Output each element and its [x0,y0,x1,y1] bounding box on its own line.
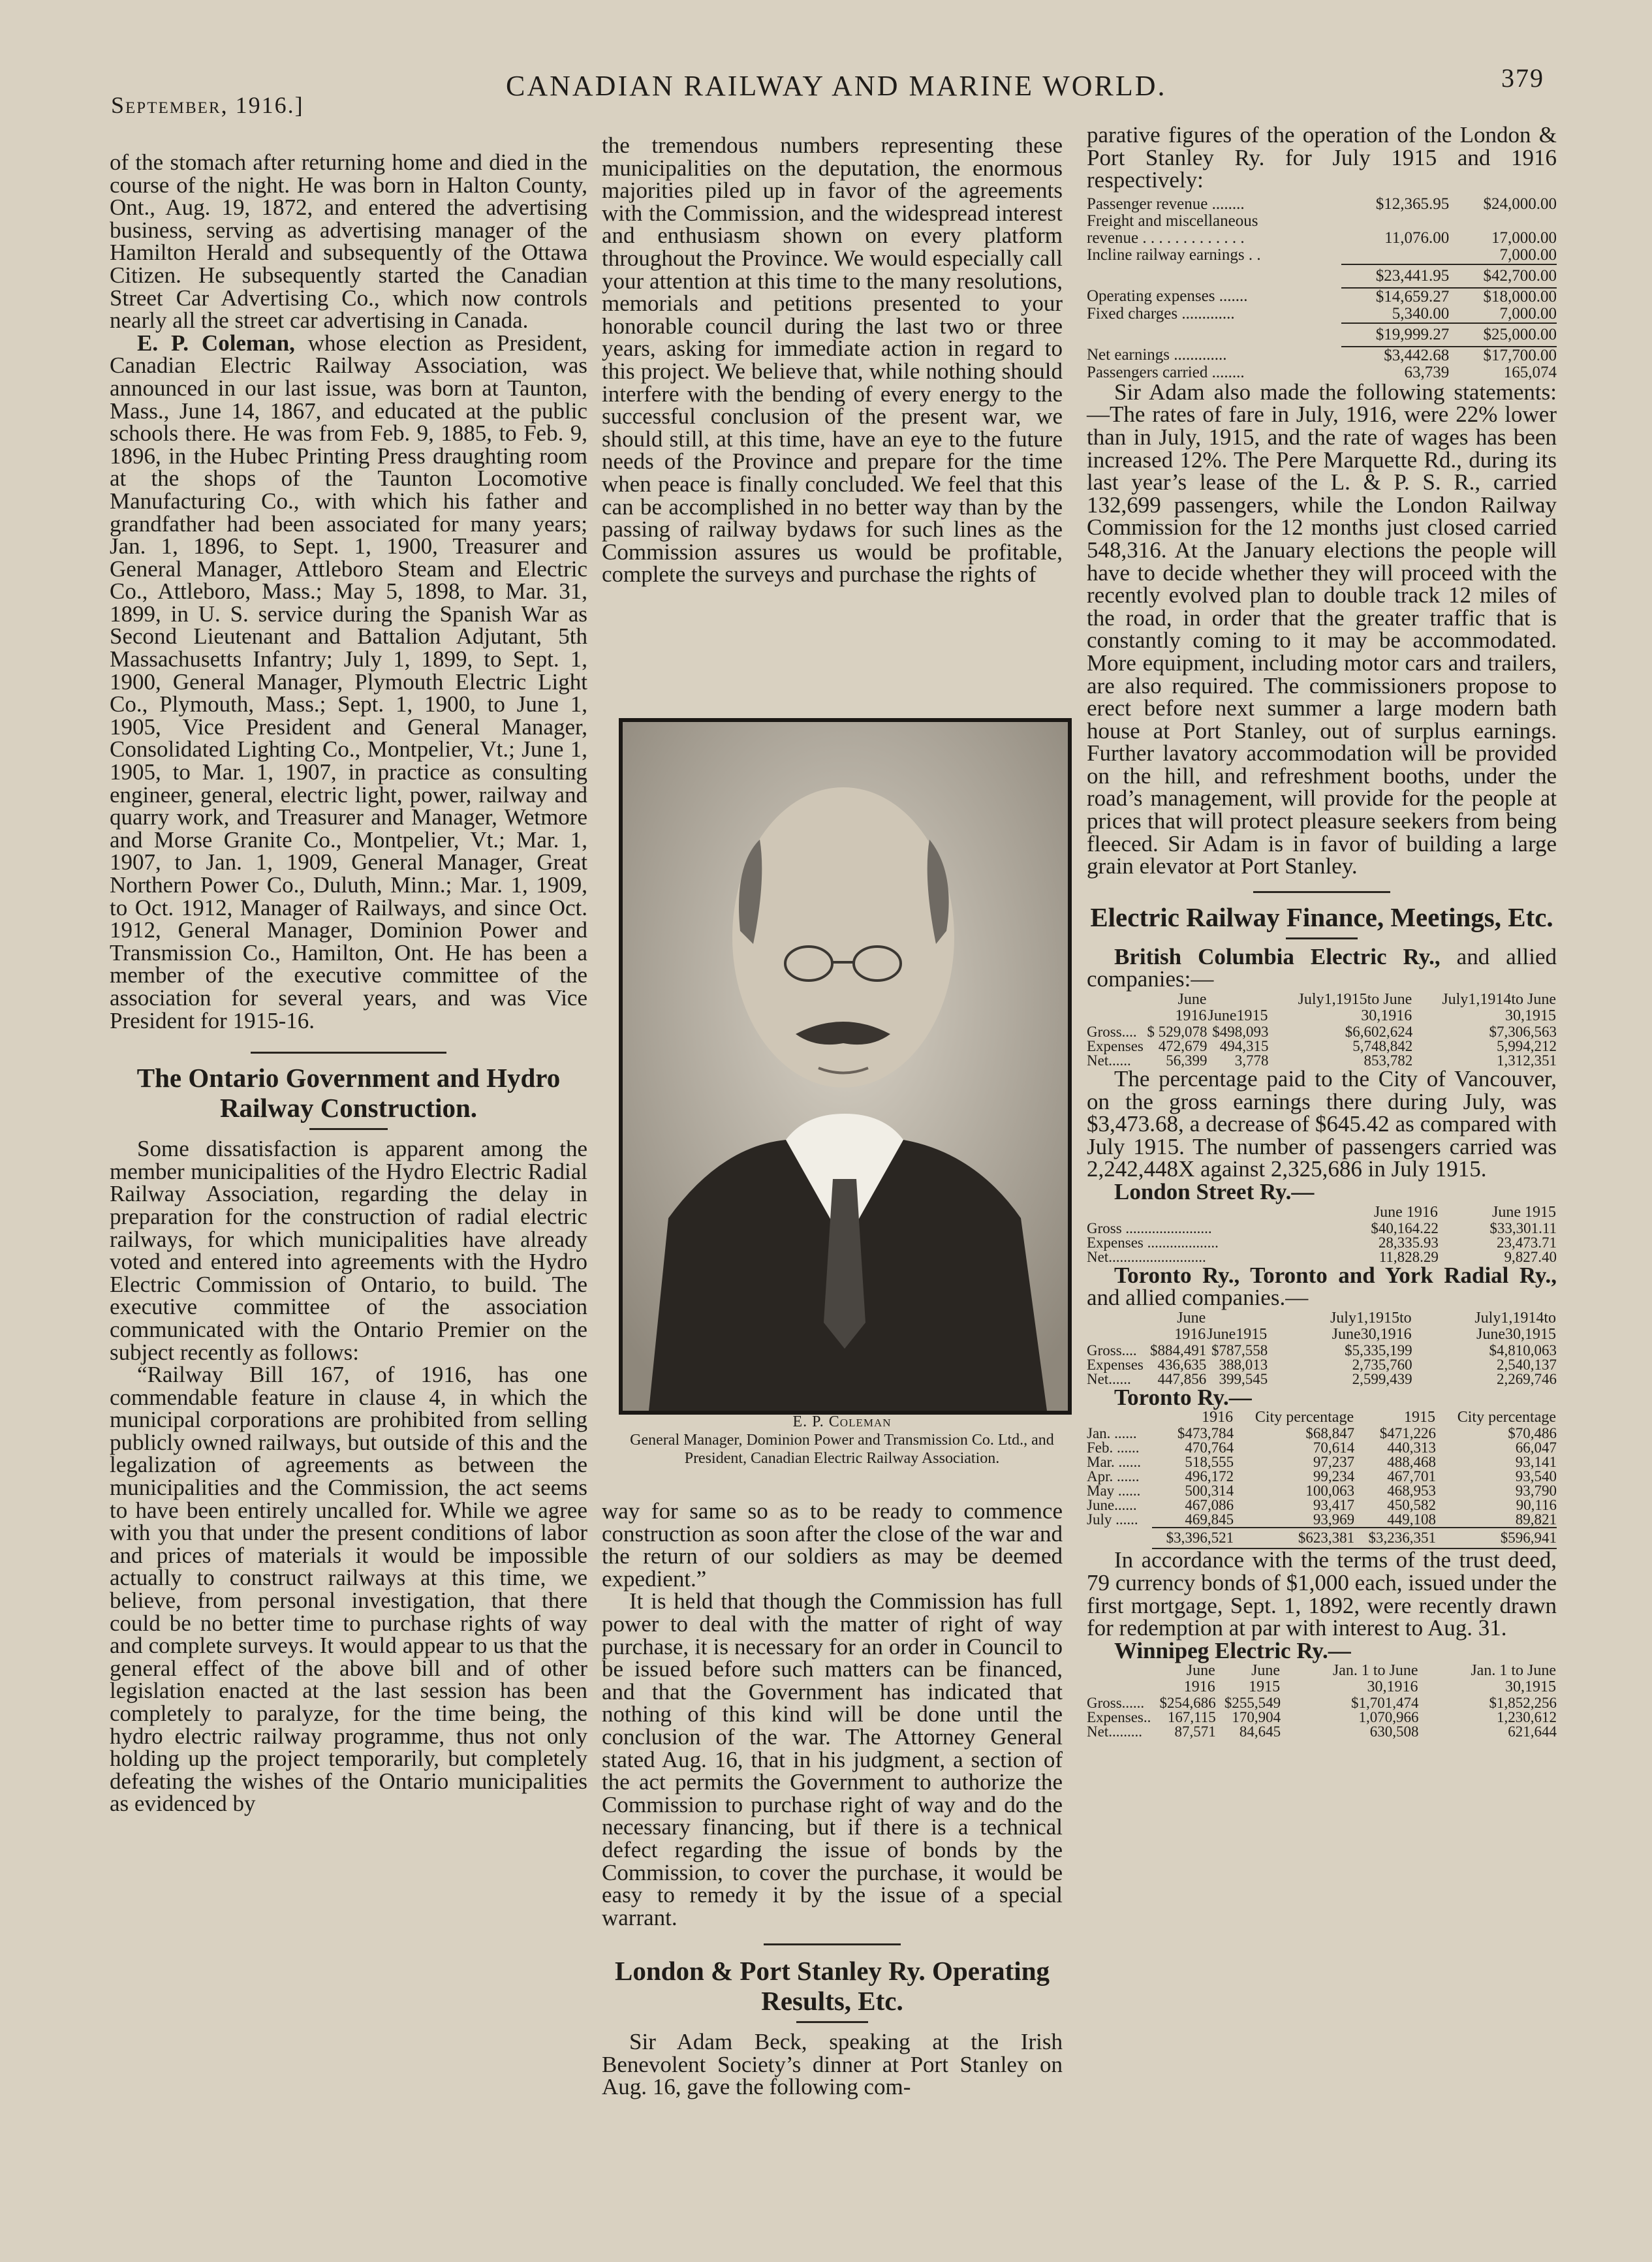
london-street-cell: Expenses ................... [1087,1234,1219,1251]
london-street-column-header: June 1916 [1373,1203,1438,1221]
toronto-york-cell: $787,558 [1211,1342,1268,1359]
winnipeg-cell: Net......... [1087,1723,1142,1740]
section-divider [251,1052,446,1054]
lps-total2-1916: $19,999.27 [1341,323,1449,347]
toronto-ry-column-header: City percentage [1255,1409,1354,1426]
winnipeg-column-header [1087,1662,1151,1696]
table-row [1087,247,1557,264]
lps-results-table [1087,196,1557,381]
toronto-york-cell: $4,810,063 [1489,1342,1557,1359]
obituary-paragraph: of the stomach after returning home and died in the course of the night. He was born in Halton County, Ont., Aug. 19, 1872, and entered the advertising business, serving as advertising manager of the Hamilton Herald and subsequently of the Ottawa Citizen. He subsequently started the Canadian Street Car Advertising Co., which now controls nearly all the street car advertising in Canada. [110,149,587,334]
toronto-ry-cell: $471,226 [1379,1425,1437,1442]
toronto-ry-cell: 70,614 [1313,1439,1355,1456]
toronto-ry-cell: July ...... [1087,1511,1138,1528]
coleman-bio: whose election as President, Canadian Electric Railway Association, was announced in our last issue, was born at Taunton, Mass., June 14, 1867, and educated at the public schools there. He was from Feb. 9, 1885, to Feb. 9, 1896, in the Hubec Printing Press draughting room at the shops of the Taunton Locomotive Manufacturing Co., with which his father and grandfather had been associated for many years; Jan. 1, 1896, to Sept. 1, 1900, Treasurer and General Manager, Attleboro Steam and Electric Co., Attleboro, Mass.; May 5, 1898, to Mar. 31, 1899, in U. S. service during the Spanish War as Second Lieutenant and Battalion Adjutant, 5th Massachusetts Infantry; July 1, 1899, to Sept. 1, 1900, General Manager, Plymouth Electric Light Co., Plymouth, Mass.; Sept. 1, 1900, to June 1, 1905, Vice President and General Manager, Consolidated Lighting Co., Montpelier, Vt.; June 1, 1905, to Mar. 1, 1907, in practice as consulting engineer, general, electric light, power, railway and quarry work, and Treasurer and Manager, Wetmore and Morse Granite Co., Montpelier, Vt.; Mar. 1, 1907, to Jan. 1, 1909, General Manager, Great Northern Power Co., Duluth, Minn.; Mar. 1, 1909, to Oct. 1912, Manager of Railways, and since Oct. 1912, General Manager, Dominion Power and Transmission Co., Hamilton, Ont. He has been a member of the executive committee of the association for several years, and was Vice President for 1915-16. [110,330,588,1033]
toronto-ry-total: $3,236,351 [1354,1528,1436,1548]
hydro-continued-paragraph: the tremendous numbers representing these municipalities on the deputation, the enormous majorities piled up in favor of the agreements with the Commission, and the widespread interest and enthusiasm shown on every platform throughout the Province. We would especially call your attention at this time to the many resolutions, memorials and petitions presented to your honorable council during the last two or three years, asking for immediate action in regard to this project. We believe that, while nothing should interfere with the bending of every energy to the successful conclusion of the present war, we should still, at this time, have an eye to the future needs of the Province and prepare for the time when peace is finally concluded. We feel that this can be accomplished in no better way than by the passing of railway bydaws for such lines as the Commission assures us would be profitable, complete the surveys and purchase the rights of [602,134,1063,588]
table-row [1087,364,1557,381]
toronto-ry-cell: Apr. ...... [1087,1468,1140,1485]
table-row [1087,1710,1557,1725]
bc-table [1087,991,1557,1068]
toronto-york-column-header: July1,1915to June30,1916 [1330,1309,1412,1343]
bc-cell: $498,093 [1212,1024,1269,1041]
lps-cell: 5,340.00 [1392,304,1450,322]
table-row [1087,1221,1557,1236]
winnipeg-column-header: June 1915 [1249,1662,1281,1696]
london-street-cell: Net.......................... [1087,1248,1206,1265]
table-row [1087,1469,1557,1484]
winnipeg-column-header: Jan. 1 to June 30,1915 [1471,1662,1556,1696]
toronto-ry-cell: 89,821 [1515,1511,1557,1528]
winnipeg-cell: $1,701,474 [1351,1695,1419,1712]
london-street-title: London Street Ry.— [1114,1179,1315,1204]
toronto-ry-cell: 93,417 [1313,1497,1355,1514]
table-row [1087,1426,1557,1441]
bc-column-header: June 1916 [1175,991,1207,1025]
lps-cell: $12,365.95 [1375,195,1450,213]
table-row [1087,1513,1557,1528]
toronto-york-column-header: July1,1914to June30,1915 [1474,1309,1556,1343]
toronto-ry-cell: Feb. ...... [1087,1439,1140,1456]
winnipeg-cell: $1,852,256 [1489,1695,1557,1712]
table-row [1087,1441,1557,1455]
london-street-cell: 9,827.40 [1504,1248,1557,1265]
toronto-ry-table [1087,1409,1557,1549]
toronto-ry-cell: 93,790 [1515,1483,1557,1500]
winnipeg-cell: $255,549 [1224,1695,1281,1712]
winnipeg-column-header: June 1916 [1183,1662,1215,1696]
table-row [1087,1039,1557,1054]
totals-row [1087,1528,1557,1548]
table-row [1087,230,1557,247]
toronto-york-cell: 399,545 [1219,1370,1268,1387]
toronto-ry-total: $623,381 [1234,1528,1354,1548]
bc-cell: 3,778 [1234,1052,1269,1069]
table-row [1087,306,1557,323]
winnipeg-cell: 87,571 [1174,1723,1216,1740]
lps-cell: 17,000.00 [1491,228,1557,247]
toronto-york-cell: 2,599,439 [1352,1370,1412,1387]
toronto-york-cell: 2,735,760 [1352,1356,1412,1373]
lps-cell: Incline railway earnings . . [1087,245,1261,264]
journal-title: CANADIAN RAILWAY AND MARINE WORLD. [506,70,1167,102]
bc-column-header [1087,991,1144,1025]
bc-cell: 5,748,842 [1352,1038,1413,1055]
london-street-cell: 23,473.71 [1497,1234,1557,1251]
bc-column-header: July1,1914to June 30,1915 [1442,991,1556,1025]
toronto-ry-cell: 518,555 [1185,1454,1234,1471]
lps-cell: Passenger revenue ........ [1087,195,1245,213]
bc-cell: $7,306,563 [1489,1024,1557,1041]
column-3 [1087,124,1557,1739]
bc-title: British Columbia Electric Ry., [1114,943,1441,969]
toronto-ry-column-header [1087,1409,1152,1426]
toronto-ry-column-header: City percentage [1457,1409,1556,1426]
toronto-york-title: Toronto Ry., Toronto and York Radial Ry., [1114,1262,1557,1288]
table-row [1087,1498,1557,1513]
table-row [1087,288,1557,306]
london-street-cell: Gross ....................... [1087,1219,1212,1236]
winnipeg-cell: 1,070,966 [1358,1709,1419,1726]
toronto-ry-cell: 97,237 [1313,1454,1355,1471]
bc-intro-text: and allied companies:— [1087,943,1557,992]
caption-text: General Manager, Dominion Power and Transmission Co. Ltd., and President, Canadian Electric Railway Association. [630,1432,1054,1467]
toronto-york-cell: 447,856 [1157,1370,1207,1387]
toronto-york-table [1087,1310,1557,1387]
toronto-york-intro [1087,1262,1557,1311]
section-divider [764,1943,901,1945]
bc-cell: 56,399 [1166,1052,1208,1069]
lps-cell: $14,659.27 [1375,287,1450,306]
toronto-york-cell: Net...... [1087,1370,1131,1387]
table-row [1087,1025,1557,1039]
bc-column-header: June1915 [1208,1007,1268,1025]
bc-cell: Expenses [1087,1038,1144,1055]
winnipeg-cell: 1,230,612 [1497,1709,1557,1726]
toronto-york-cell: $5,335,199 [1345,1342,1412,1359]
lps-cell: 7,000.00 [1499,245,1557,264]
bc-cell: Gross.... [1087,1024,1137,1041]
toronto-ry-cell: $70,486 [1508,1425,1557,1442]
coleman-paragraph [110,332,587,1032]
heading-divider [1286,937,1358,939]
lps-cell: revenue . . . . . . . . . . . . . [1087,228,1245,247]
lps-cell: $17,700.00 [1483,346,1557,364]
column-2-lower [602,1500,1063,2099]
toronto-york-intro-text: and allied companies.— [1087,1285,1309,1311]
toronto-ry-cell: June...... [1087,1497,1137,1514]
london-street-cell: 28,335.93 [1378,1234,1439,1251]
toronto-ry-cell: 467,701 [1387,1468,1437,1485]
caption-name: E. P. Coleman [792,1413,892,1430]
bc-cell: 494,315 [1219,1038,1269,1055]
lps-cell: $3,442.68 [1384,346,1450,364]
toronto-ry-total: $596,941 [1436,1528,1557,1548]
toronto-ry-total [1087,1528,1152,1548]
lps-cell: $18,000.00 [1483,287,1557,306]
toronto-ry-cell: 468,953 [1387,1483,1437,1500]
lps-total1-1915: $42,700.00 [1449,264,1557,288]
winnipeg-cell: 84,645 [1239,1723,1281,1740]
table-row [1087,347,1557,364]
table-row [1087,1455,1557,1469]
hydro-paragraph-1: Some dissatisfaction is apparent among the member municipalities of the Hydro Electric Radial Railway Association, regarding the delay in preparation for the construction of radial electric railways, for which municipalities have already voted and entered into agreements with the Hydro Electric Commission of Ontario, to build. The executive committee of the association communicated with the Ontario Premier on the subject recently as follows: [110,1136,587,1365]
winnipeg-column-header: Jan. 1 to June 30,1916 [1332,1662,1418,1696]
london-street-column-header: June 1915 [1492,1203,1556,1221]
lps-cell: 7,000.00 [1499,304,1557,322]
heading-divider [309,1128,388,1130]
toronto-york-cell: 2,540,137 [1497,1356,1557,1373]
london-street-column-header [1087,1204,1319,1221]
lps-cell: Fixed charges ............. [1087,304,1235,322]
toronto-york-cell: 436,635 [1157,1356,1207,1373]
london-street-table [1087,1204,1557,1265]
lps-cell [1341,247,1449,264]
winnipeg-table [1087,1662,1557,1739]
bc-intro [1087,943,1557,992]
london-street-cell: $33,301.11 [1489,1219,1557,1236]
bc-cell: 1,312,351 [1497,1052,1557,1069]
winnipeg-cell: 167,115 [1167,1709,1216,1726]
lps-cell [1449,213,1557,230]
toronto-ry-cell: 449,108 [1387,1511,1437,1528]
lps-cell: $24,000.00 [1483,195,1557,213]
table-row [1087,1696,1557,1710]
table-row [1087,1358,1557,1372]
lps-cell: Passengers carried ........ [1087,363,1245,381]
toronto-york-cell: $884,491 [1150,1342,1207,1359]
portrait-caption [607,1413,1077,1468]
section-divider [1253,891,1390,893]
winnipeg-cell: 630,508 [1369,1723,1419,1740]
toronto-york-cell: 2,269,746 [1497,1370,1557,1387]
toronto-ry-cell: May ...... [1087,1483,1141,1500]
table-row [1087,1236,1557,1250]
toronto-ry-cell: 90,116 [1516,1497,1557,1514]
lps-cell: 165,074 [1503,363,1557,381]
lps-paragraph-2: parative figures of the operation of the London & Port Stanley Ry. for July 1915 and 1916 respectively: [1087,122,1557,193]
london-street-cell: 11,828.29 [1379,1248,1439,1265]
toronto-ry-cell: 470,764 [1185,1439,1234,1456]
issue-date: September, 1916.] [111,92,304,118]
winnipeg-cell: Gross...... [1087,1695,1145,1712]
toronto-ry-cell: Mar. ...... [1087,1454,1142,1471]
bc-cell: 853,782 [1364,1052,1413,1069]
toronto-ry-cell: $473,784 [1177,1425,1234,1442]
vancouver-paragraph: The percentage paid to the City of Vancouver, on the gross earnings there during July, was $3,473.68, a decrease of $645.42 as compared with July 1915. The number of passengers carried was 2,242,448X against 2,325,686 in July 1915. [1087,1066,1557,1182]
lps-total2-1915: $25,000.00 [1449,323,1557,347]
lps-cell: 63,739 [1404,363,1450,381]
toronto-ry-cell: 488,468 [1387,1454,1437,1471]
lps-cell: Operating expenses ....... [1087,287,1248,305]
bc-cell: Net...... [1087,1052,1131,1069]
toronto-ry-cell: 66,047 [1515,1439,1557,1456]
bc-cell: 472,679 [1158,1038,1208,1055]
finance-heading: Electric Railway Finance, Meetings, Etc. [1090,902,1553,932]
lps-article-heading: London & Port Stanley Ry. Operating Results, Etc. [615,1956,1050,2017]
coleman-name: E. P. Coleman, [137,330,295,356]
table-row [1087,1725,1557,1739]
bc-cell: $6,602,624 [1345,1024,1413,1041]
portrait-photo [619,718,1072,1415]
toronto-ry-cell: 100,063 [1305,1483,1355,1500]
lps-cell: Net earnings ............. [1087,345,1227,364]
lps-cell: Freight and miscellaneous [1087,212,1258,230]
bc-cell: $ 529,078 [1147,1024,1208,1041]
toronto-ry-cell: 496,172 [1185,1468,1234,1485]
london-street-cell: $40,164.22 [1371,1219,1439,1236]
toronto-ry-cell: $68,847 [1305,1425,1355,1442]
toronto-ry-cell: 93,141 [1515,1454,1557,1471]
bonds-paragraph: In accordance with the terms of the trust deed, 79 currency bonds of $1,000 each, issued under the first mortgage, Sept. 1, 1892, were recently drawn for redemption at par with interest to Aug. 31. [1087,1547,1557,1641]
toronto-ry-cell: 467,086 [1185,1497,1234,1514]
toronto-ry-cell: 440,313 [1387,1439,1437,1456]
toronto-ry-cell: Jan. ...... [1087,1425,1137,1442]
table-row [1087,1343,1557,1358]
winnipeg-title: Winnipeg Electric Ry.— [1114,1637,1351,1663]
lps-paragraph-3: Sir Adam also made the following statements:—The rates of fare in July, 1916, were 22% lower than in July, 1915, and the rate of wages has been increased 12%. The Pere Marquette Rd., during its last year’s lease of the L. & P. S. R., carried 132,699 passengers, while the London Railway Commission for the 12 months just closed carried 548,316. At the January elections the people will have to decide whether they will proceed with the recently evolved plan to double track 12 miles of the road, in order that the greater traffic that is constantly coming to it may be accommodated. More equipment, including motor cars and trailers, are also required. The commissioners propose to erect before next summer a large modern bath house at Port Stanley, out of surplus earnings. Further lavatory accommodation will be provided on the hill, and refreshment booths, under the road’s management, will provide for the people at prices that will protect pleasure seekers from being fleeced. Sir Adam is in favor of building a large grain elevator at Port Stanley. [1087,379,1557,879]
hydro-quote-end: way for same so as to be ready to commence construction as soon after the close of the war and the return of our soldiers as may be deemed expedient.” [602,1498,1063,1592]
toronto-york-column-header: June 1916 [1174,1309,1206,1343]
winnipeg-cell: 170,904 [1232,1709,1281,1726]
bc-column-header: July1,1915to June 30,1916 [1298,991,1412,1025]
toronto-ry-cell: 93,540 [1515,1468,1557,1485]
portrait-illustration [623,722,1068,1411]
toronto-york-cell: Gross.... [1087,1342,1137,1359]
toronto-ry-cell: 450,582 [1387,1497,1437,1514]
winnipeg-cell: $254,686 [1159,1695,1216,1712]
lps-cell [1341,213,1449,230]
table-row [1087,1484,1557,1498]
table-row [1087,213,1557,230]
toronto-york-column-header: June1915 [1207,1325,1268,1343]
bc-cell: 5,994,212 [1497,1038,1557,1055]
heading-divider [796,2021,868,2023]
hydro-paragraph-3: It is held that though the Commission has full power to deal with the matter of right of way purchase, it is necessary for an order in Council to be issued before such matters can be financed, and that the Government has indicated that nothing of this kind will be done until the conclusion of the war. The Attorney General stated Aug. 16, that in his judgment, a section of the act permits the Government to authorize the Commission to purchase right of way and do the necessary financing, but if there is a technical defect regarding the issue of bonds by the Commission, to cover the purchase, it would be easy to remedy it by the issue of a special warrant. [602,1588,1063,1930]
winnipeg-cell: Expenses.. [1087,1709,1151,1726]
toronto-ry-cell: 93,969 [1313,1511,1355,1528]
toronto-york-column-header [1087,1310,1144,1343]
lps-total1-1916: $23,441.95 [1341,264,1449,288]
column-1 [110,151,587,1815]
toronto-ry-cell: 99,234 [1313,1468,1355,1485]
lps-cell: 11,076.00 [1384,228,1450,247]
column-2 [602,134,1063,709]
hydro-paragraph-2: “Railway Bill 167, of 1916, has one commendable feature in clause 4, in which the municipal corporations are prohibited from selling publicly owned railways, but outside of this and the legalization of agreements as between the municipalities and the Commission, the act seems to have been entirely uncalled for. While we agree with you that under the present conditions of labor and prices of materials it would be impossible actually to construct railways at this time, we believe, from personal investigation, that there could be no better time to purchase rights of way and complete surveys. It would appear to us that the general effect of the above bill and of other legislation enacted at the last session has been completely to paralyze, for the time being, the hydro electric railway programme, thus not only holding up the project temporarily, but completely defeating the wishes of the Ontario municipalities as evidenced by [110,1362,587,1817]
toronto-ry-total: $3,396,521 [1152,1528,1234,1548]
winnipeg-cell: 621,644 [1508,1723,1557,1740]
toronto-york-cell: 388,013 [1219,1356,1268,1373]
toronto-ry-cell: 500,314 [1185,1483,1234,1500]
lps-paragraph-1: Sir Adam Beck, speaking at the Irish Benevolent Society’s dinner at Port Stanley on Aug. 16, gave the following com- [602,2029,1063,2100]
table-row [1087,196,1557,213]
toronto-ry-column-header: 1915 [1404,1409,1436,1426]
hydro-article-heading: The Ontario Government and Hydro Railway Construction. [136,1063,561,1123]
toronto-ry-cell: 469,845 [1185,1511,1234,1528]
toronto-york-cell: Expenses [1087,1356,1144,1373]
toronto-ry-title: Toronto Ry.— [1114,1384,1252,1410]
toronto-ry-column-header: 1916 [1202,1409,1234,1426]
page-number: 379 [1501,63,1544,93]
